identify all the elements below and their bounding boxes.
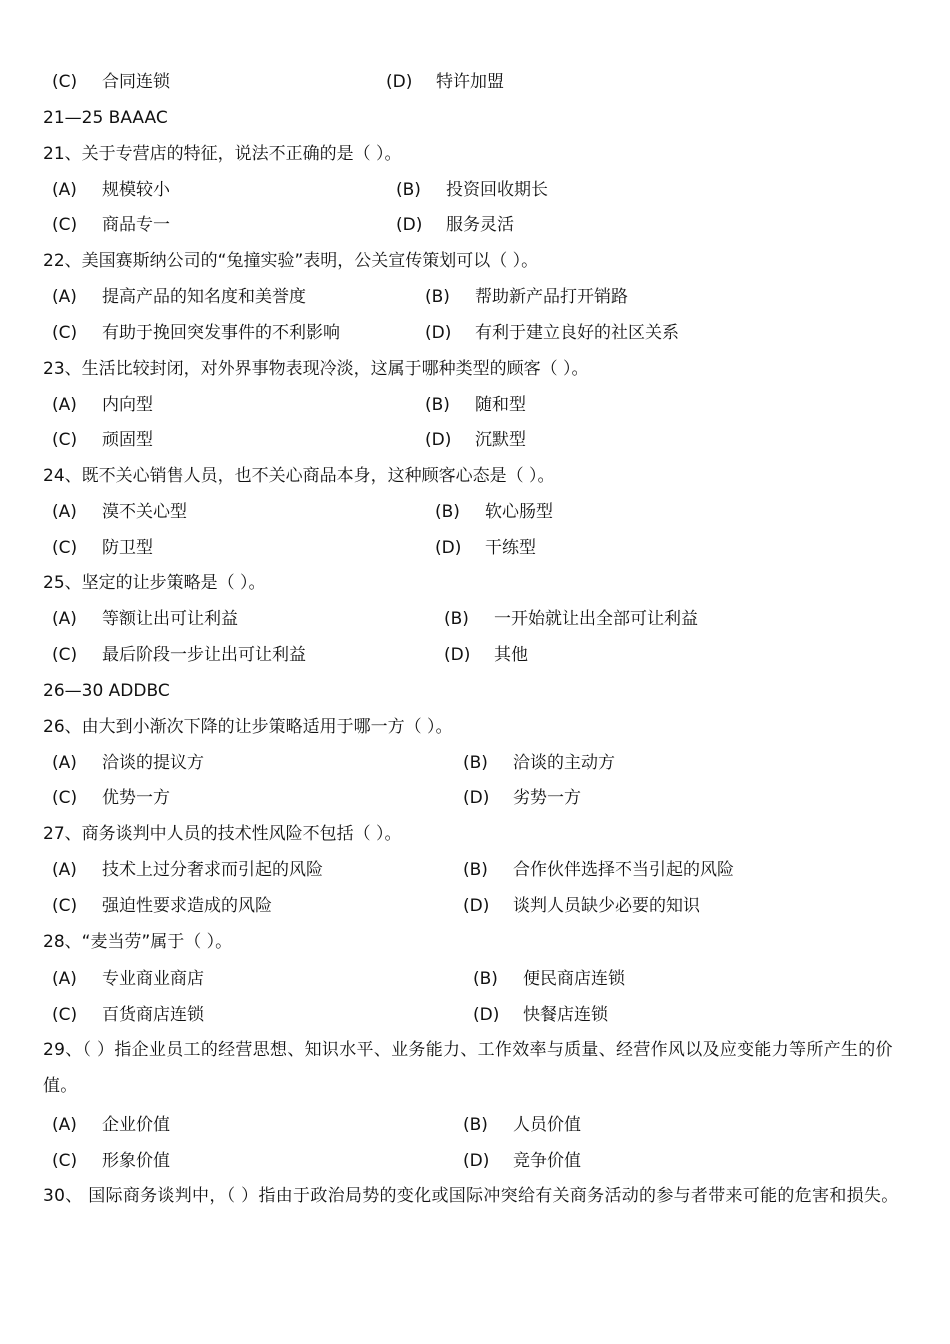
q29-option-d bbox=[463, 1148, 581, 1174]
option-text: 竞争价值 bbox=[513, 1151, 581, 1171]
q22-option-d bbox=[425, 320, 679, 346]
option-text: 有利于建立良好的社区关系 bbox=[475, 323, 679, 343]
q27-option-b bbox=[463, 857, 734, 883]
option-text: 等额让出可让利益 bbox=[102, 609, 238, 629]
option-text: 干练型 bbox=[485, 538, 536, 558]
option-letter: (A) bbox=[52, 502, 77, 522]
option-text: 最后阶段一步让出可让利益 bbox=[102, 645, 306, 665]
option-letter: (A) bbox=[52, 860, 77, 880]
option-text: 企业价值 bbox=[102, 1115, 170, 1135]
option-letter: (B) bbox=[425, 287, 450, 307]
q22-option-c bbox=[52, 320, 340, 346]
q26-option-d bbox=[463, 785, 581, 811]
option-letter: (C) bbox=[52, 538, 78, 558]
option-d-prev bbox=[386, 69, 504, 95]
option-text: 劣势一方 bbox=[513, 788, 581, 808]
q24-option-d bbox=[435, 535, 536, 561]
q28-option-b bbox=[473, 966, 625, 992]
option-text: 服务灵活 bbox=[446, 215, 514, 235]
question-26-stem: 26、由大到小渐次下降的让步策略适用于哪一方（ ）。 bbox=[43, 717, 453, 737]
option-c-prev bbox=[52, 69, 170, 95]
answer-key-26-30: 26—30 ADDBC bbox=[43, 681, 170, 701]
option-text: 洽谈的主动方 bbox=[513, 753, 615, 773]
question-24-stem: 24、既不关心销售人员，也不关心商品本身，这种顾客心态是（ ）。 bbox=[43, 466, 555, 486]
q25-option-c bbox=[52, 642, 306, 668]
option-letter: (B) bbox=[463, 1115, 488, 1135]
question-27-stem: 27、商务谈判中人员的技术性风险不包括（ ）。 bbox=[43, 824, 402, 844]
option-text: 有助于挽回突发事件的不利影响 bbox=[102, 323, 340, 343]
option-letter: (D) bbox=[463, 788, 490, 808]
option-letter: (C) bbox=[52, 1005, 78, 1025]
option-text: 合同连锁 bbox=[102, 72, 170, 92]
option-text: 人员价值 bbox=[513, 1115, 581, 1135]
q21-option-a bbox=[52, 177, 170, 203]
option-text: 防卫型 bbox=[102, 538, 153, 558]
option-text: 百货商店连锁 bbox=[102, 1005, 204, 1025]
option-text: 特许加盟 bbox=[436, 72, 504, 92]
option-text: 顽固型 bbox=[102, 430, 153, 450]
option-letter: (A) bbox=[52, 180, 77, 200]
q25-option-b bbox=[444, 606, 698, 632]
option-text: 一开始就让出全部可让利益 bbox=[494, 609, 698, 629]
option-letter: (B) bbox=[435, 502, 460, 522]
option-text: 其他 bbox=[494, 645, 528, 665]
option-letter: (B) bbox=[425, 395, 450, 415]
option-letter: (C) bbox=[52, 896, 78, 916]
option-letter: (D) bbox=[425, 430, 452, 450]
q28-option-c bbox=[52, 1002, 204, 1028]
option-letter: (C) bbox=[52, 215, 78, 235]
option-letter: (C) bbox=[52, 430, 78, 450]
option-letter: (A) bbox=[52, 395, 77, 415]
option-letter: (D) bbox=[473, 1005, 500, 1025]
option-text: 强迫性要求造成的风险 bbox=[102, 896, 272, 916]
option-letter: (D) bbox=[396, 215, 423, 235]
q22-option-b bbox=[425, 284, 628, 310]
option-text: 商品专一 bbox=[102, 215, 170, 235]
q21-option-b bbox=[396, 177, 548, 203]
question-21-stem: 21、关于专营店的特征，说法不正确的是（ ）。 bbox=[43, 144, 402, 164]
option-letter: (C) bbox=[52, 323, 78, 343]
option-letter: (C) bbox=[52, 1151, 78, 1171]
q21-option-c bbox=[52, 212, 170, 238]
option-text: 便民商店连锁 bbox=[523, 969, 625, 989]
option-text: 内向型 bbox=[102, 395, 153, 415]
q22-option-a bbox=[52, 284, 306, 310]
option-text: 软心肠型 bbox=[485, 502, 553, 522]
question-30-stem: 30、 国际商务谈判中，（ ）指由于政治局势的变化或国际冲突给有关商务活动的参与者带来可能的危害和损失。 bbox=[43, 1186, 899, 1206]
q26-option-c bbox=[52, 785, 170, 811]
option-letter: (A) bbox=[52, 609, 77, 629]
option-text: 谈判人员缺少必要的知识 bbox=[513, 896, 700, 916]
q24-option-c bbox=[52, 535, 153, 561]
option-letter: (D) bbox=[463, 1151, 490, 1171]
option-letter: (A) bbox=[52, 287, 77, 307]
q27-option-d bbox=[463, 893, 700, 919]
question-23-stem: 23、生活比较封闭，对外界事物表现冷淡，这属于哪种类型的顾客（ ）。 bbox=[43, 359, 589, 379]
option-letter: (A) bbox=[52, 753, 77, 773]
option-text: 规模较小 bbox=[102, 180, 170, 200]
option-text: 洽谈的提议方 bbox=[102, 753, 204, 773]
option-text: 投资回收期长 bbox=[446, 180, 548, 200]
q27-option-c bbox=[52, 893, 272, 919]
option-letter: (A) bbox=[52, 969, 77, 989]
option-letter: (B) bbox=[473, 969, 498, 989]
q29-option-a bbox=[52, 1112, 170, 1138]
question-22-stem: 22、美国赛斯纳公司的“兔撞实验”表明，公关宣传策划可以（ ）。 bbox=[43, 251, 539, 271]
answer-key-21-25: 21—25 BAAAC bbox=[43, 108, 168, 128]
option-letter: (D) bbox=[425, 323, 452, 343]
q23-option-c bbox=[52, 427, 153, 453]
q25-option-a bbox=[52, 606, 238, 632]
option-text: 技术上过分奢求而引起的风险 bbox=[102, 860, 323, 880]
option-letter: (B) bbox=[463, 753, 488, 773]
q24-option-b bbox=[435, 499, 553, 525]
option-letter: (C) bbox=[52, 645, 78, 665]
option-text: 提高产品的知名度和美誉度 bbox=[102, 287, 306, 307]
option-text: 合作伙伴选择不当引起的风险 bbox=[513, 860, 734, 880]
option-letter: (D) bbox=[463, 896, 490, 916]
option-letter: (A) bbox=[52, 1115, 77, 1135]
question-29-stem: 29、（ ）指企业员工的经营思想、知识水平、业务能力、工作效率与质量、经营作风以及应变能力等所产生的价值。 bbox=[43, 1040, 893, 1096]
q25-option-d bbox=[444, 642, 528, 668]
option-text: 优势一方 bbox=[102, 788, 170, 808]
option-text: 随和型 bbox=[475, 395, 526, 415]
q27-option-a bbox=[52, 857, 323, 883]
q21-option-d bbox=[396, 212, 514, 238]
q29-option-c bbox=[52, 1148, 170, 1174]
option-text: 帮助新产品打开销路 bbox=[475, 287, 628, 307]
option-letter: (D) bbox=[435, 538, 462, 558]
q23-option-a bbox=[52, 392, 153, 418]
option-letter: (B) bbox=[396, 180, 421, 200]
q26-option-a bbox=[52, 750, 204, 776]
q23-option-b bbox=[425, 392, 526, 418]
q28-option-d bbox=[473, 1002, 608, 1028]
option-text: 沉默型 bbox=[475, 430, 526, 450]
option-letter: (C) bbox=[52, 788, 78, 808]
option-letter: (C) bbox=[52, 72, 78, 92]
option-letter: (D) bbox=[444, 645, 471, 665]
question-25-stem: 25、坚定的让步策略是（ ）。 bbox=[43, 573, 266, 593]
option-letter: (D) bbox=[386, 72, 413, 92]
option-letter: (B) bbox=[444, 609, 469, 629]
option-text: 形象价值 bbox=[102, 1151, 170, 1171]
question-28-stem: 28、“麦当劳”属于（ ）。 bbox=[43, 932, 233, 952]
option-text: 快餐店连锁 bbox=[523, 1005, 608, 1025]
q29-option-b bbox=[463, 1112, 581, 1138]
option-text: 漠不关心型 bbox=[102, 502, 187, 522]
option-letter: (B) bbox=[463, 860, 488, 880]
q28-option-a bbox=[52, 966, 204, 992]
q26-option-b bbox=[463, 750, 615, 776]
q23-option-d bbox=[425, 427, 526, 453]
q24-option-a bbox=[52, 499, 187, 525]
option-text: 专业商业商店 bbox=[102, 969, 204, 989]
